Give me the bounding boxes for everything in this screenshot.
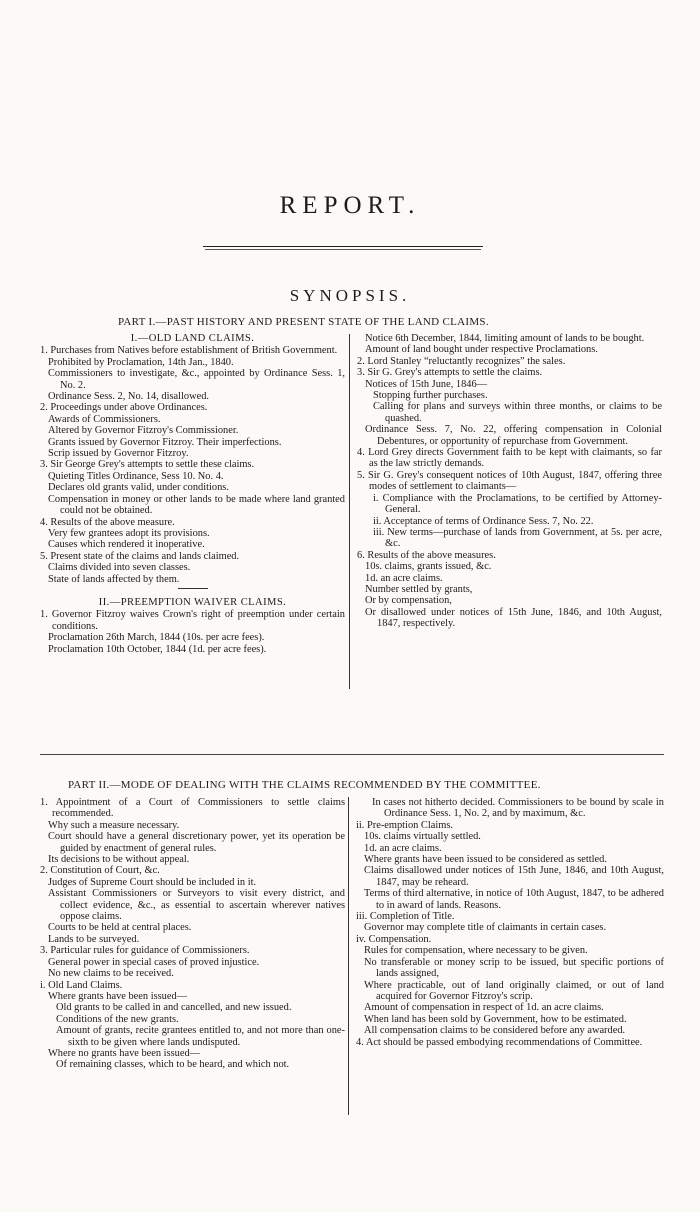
sub-entry: Amount of land bought under respective Proclamations. xyxy=(365,344,598,356)
sub-entry: Judges of Supreme Court should be included in it. xyxy=(48,876,257,888)
numbered-entry: iii. Completion of Title. xyxy=(356,911,455,923)
sub-entry: iii. New terms—purchase of lands from Government, at 5s. per acre, &c. xyxy=(373,526,662,550)
numbered-entry: 3. Sir George Grey's attempts to settle these claims. xyxy=(40,459,255,471)
sub-entry: All compensation claims to be considered before any awarded. xyxy=(364,1025,626,1037)
sub-entry: Causes which rendered it inoperative. xyxy=(48,539,205,551)
sub-entry: Quieting Titles Ordinance, Sess 10. No. 4. xyxy=(48,470,224,482)
numbered-entry: 1. Purchases from Natives before establishment of British Government. xyxy=(40,345,338,357)
numbered-entry: 3. Sir G. Grey's attempts to settle the claims. xyxy=(357,367,543,379)
sub-entry: Where grants have been issued to be considered as settled. xyxy=(364,854,607,866)
sub-entry: General power in special cases of proved injustice. xyxy=(48,956,260,968)
sub-entry: Amount of grants, recite grantees entitled to, and not more than one-sixth to be given where lands undisputed. xyxy=(56,1025,345,1048)
numbered-entry: 4. Lord Grey directs Government faith to be kept with claimants, so far as the law strictly demands. xyxy=(357,447,662,470)
sub-entry: Altered by Governor Fitzroy's Commissioner. xyxy=(48,425,239,437)
sub-entry: Terms of third alternative, in notice of 10th August, 1847, to be adhered to in award of lands. Reasons. xyxy=(364,888,664,911)
part1-heading: PART I.—PAST HISTORY AND PRESENT STATE OF THE LAND CLAIMS. xyxy=(118,316,489,328)
column-divider xyxy=(349,334,350,689)
sub-entry: Or disallowed under notices of 15th June, 1846, and 10th August, 1847, respectively. xyxy=(365,606,662,630)
title-rule-underline xyxy=(205,249,481,250)
sub-entry: Grants issued by Governor Fitzroy. Their imperfections. xyxy=(48,436,282,448)
numbered-entry: 5. Present state of the claims and lands claimed. xyxy=(40,550,240,562)
sub-entry: Calling for plans and surveys within three months, or claims to be quashed. xyxy=(373,401,662,424)
sub-entry: Court should have a general discretionary power, yet its operation be guided by enactment of general rules. xyxy=(48,831,345,854)
title-rule xyxy=(203,246,483,247)
sub-entry: 1d. an acre claims. xyxy=(364,842,442,854)
column-divider xyxy=(348,797,349,1115)
sub-entry: Very few grantees adopt its provisions. xyxy=(48,527,210,539)
numbered-entry: 1. Governor Fitzroy waives Crown's right of preemption under certain conditions. xyxy=(40,609,345,632)
sub-entry: Prohibited by Proclamation, 14th Jan., 1840. xyxy=(48,356,234,368)
sub-entry: When land has been sold by Government, how to be estimated. xyxy=(364,1013,627,1025)
sub-entry: Ordinance Sess. 7, No. 22, offering compensation in Colonial Debentures, or opportunity of repurchase from Government. xyxy=(365,424,662,447)
sub-entry: Number settled by grants, xyxy=(365,583,473,595)
sub-entry: Compensation in money or other lands to be made where land granted could not be obtained. xyxy=(48,493,345,517)
sub-entry: Assistant Commissioners or Surveyors to visit every district, and collect evidence, &c., as essential to ascertain wherever natives oppose claims. xyxy=(48,888,345,923)
numbered-entry: i. Old Land Claims. xyxy=(40,979,123,991)
sub-entry: No transferable or money scrip to be issued, but specific portions of lands assigned, xyxy=(364,956,664,980)
part2-left-column xyxy=(40,797,345,1071)
numbered-entry: 2. Lord Stanley “reluctantly recognizes” the sales. xyxy=(357,355,566,367)
sub-entry: Claims divided into seven classes. xyxy=(48,562,191,574)
sub-entry: Governor may complete title of claimants in certain cases. xyxy=(364,922,607,934)
sub-entry: Notice 6th December, 1844, limiting amount of lands to be bought. xyxy=(365,333,645,344)
sub-entry: 1d. an acre claims. xyxy=(365,572,443,584)
numbered-entry: 3. Particular rules for guidance of Commissioners. xyxy=(40,945,250,957)
part2-right-column xyxy=(356,797,664,1048)
section-rule xyxy=(40,754,664,755)
section-heading: I.—OLD LAND CLAIMS. xyxy=(130,333,255,344)
section-separator xyxy=(178,588,208,589)
sub-entry: Ordinance Sess. 2, No. 14, disallowed. xyxy=(48,391,210,403)
sub-entry: Old grants to be called in and cancelled, and new issued. xyxy=(56,1002,292,1014)
sub-entry: Awards of Commissioners. xyxy=(48,413,161,425)
numbered-entry: 5. Sir G. Grey's consequent notices of 10th August, 1847, offering three modes of settlement to claimants— xyxy=(357,469,662,493)
sub-entry: Scrip issued by Governor Fitzroy. xyxy=(48,448,189,460)
sub-entry: Of remaining classes, which to be heard, and which not. xyxy=(56,1059,290,1071)
section-heading: II.—PREEMPTION WAIVER CLAIMS. xyxy=(98,596,287,608)
sub-entry: Stopping further purchases. xyxy=(373,390,488,402)
sub-entry: i. Compliance with the Proclamations, to be certified by Attorney-General. xyxy=(373,492,662,516)
part2-heading: PART II.—MODE OF DEALING WITH THE CLAIMS RECOMMENDED BY THE COMMITTEE. xyxy=(68,779,541,791)
sub-entry: Amount of compensation in respect of 1d. an acre claims. xyxy=(364,1002,604,1014)
sub-entry: No new claims to be received. xyxy=(48,968,174,980)
sub-entry: Notices of 15th June, 1846— xyxy=(365,378,488,390)
sub-entry: Or by compensation, xyxy=(365,595,452,607)
sub-entry: Why such a measure necessary. xyxy=(48,819,180,831)
sub-entry: Proclamation 10th October, 1844 (1d. per acre fees). xyxy=(48,643,267,655)
sub-entry: Where no grants have been issued— xyxy=(48,1047,201,1059)
sub-entry: Proclamation 26th March, 1844 (10s. per acre fees). xyxy=(48,632,265,644)
sub-entry: Where practicable, out of land originally claimed, or out of land acquired for Governor Fitzroy's scrip. xyxy=(364,979,664,1002)
part1-left-column xyxy=(40,333,345,655)
sub-entry: Courts to be held at central places. xyxy=(48,922,192,934)
report-title: REPORT. xyxy=(279,192,421,219)
sub-entry: 10s. claims, grants issued, &c. xyxy=(365,561,492,573)
part1-right-column xyxy=(357,333,662,630)
sub-entry: Declares old grants valid, under conditions. xyxy=(48,482,229,494)
numbered-entry: iv. Compensation. xyxy=(356,933,432,945)
sub-entry: Rules for compensation, where necessary to be given. xyxy=(364,945,588,957)
sub-entry: 10s. claims virtually settled. xyxy=(364,831,481,843)
sub-entry: Its decisions to be without appeal. xyxy=(48,854,190,866)
sub-entry: ii. Acceptance of terms of Ordinance Sess. 7, No. 22. xyxy=(373,515,594,527)
sub-entry: In cases not hitherto decided. Commissioners to be bound by scale in Ordinance Sess. 1, No. 2, and by maximum, &c. xyxy=(372,797,664,820)
numbered-entry: 6. Results of the above measures. xyxy=(357,549,496,561)
numbered-entry: 2. Proceedings under above Ordinances. xyxy=(40,402,208,414)
sub-entry: Conditions of the new grants. xyxy=(56,1013,179,1025)
sub-entry: Claims disallowed under notices of 15th June, 1846, and 10th August, 1847, may be reheard. xyxy=(364,865,664,888)
numbered-entry: 4. Results of the above measure. xyxy=(40,516,175,528)
sub-entry: Where grants have been issued— xyxy=(48,990,188,1002)
synopsis-heading: SYNOPSIS. xyxy=(289,286,411,305)
numbered-entry: ii. Pre-emption Claims. xyxy=(356,819,453,831)
numbered-entry: 2. Constitution of Court, &c. xyxy=(40,865,160,877)
sub-entry: Lands to be surveyed. xyxy=(48,933,140,945)
sub-entry: State of lands affected by them. xyxy=(48,573,180,585)
numbered-entry: 4. Act should be passed embodying recommendations of Committee. xyxy=(356,1036,643,1048)
numbered-entry: 1. Appointment of a Court of Commissioners to settle claims recommended. xyxy=(40,797,345,820)
sub-entry: Commissioners to investigate, &c., appointed by Ordinance Sess. 1, No. 2. xyxy=(48,368,345,391)
